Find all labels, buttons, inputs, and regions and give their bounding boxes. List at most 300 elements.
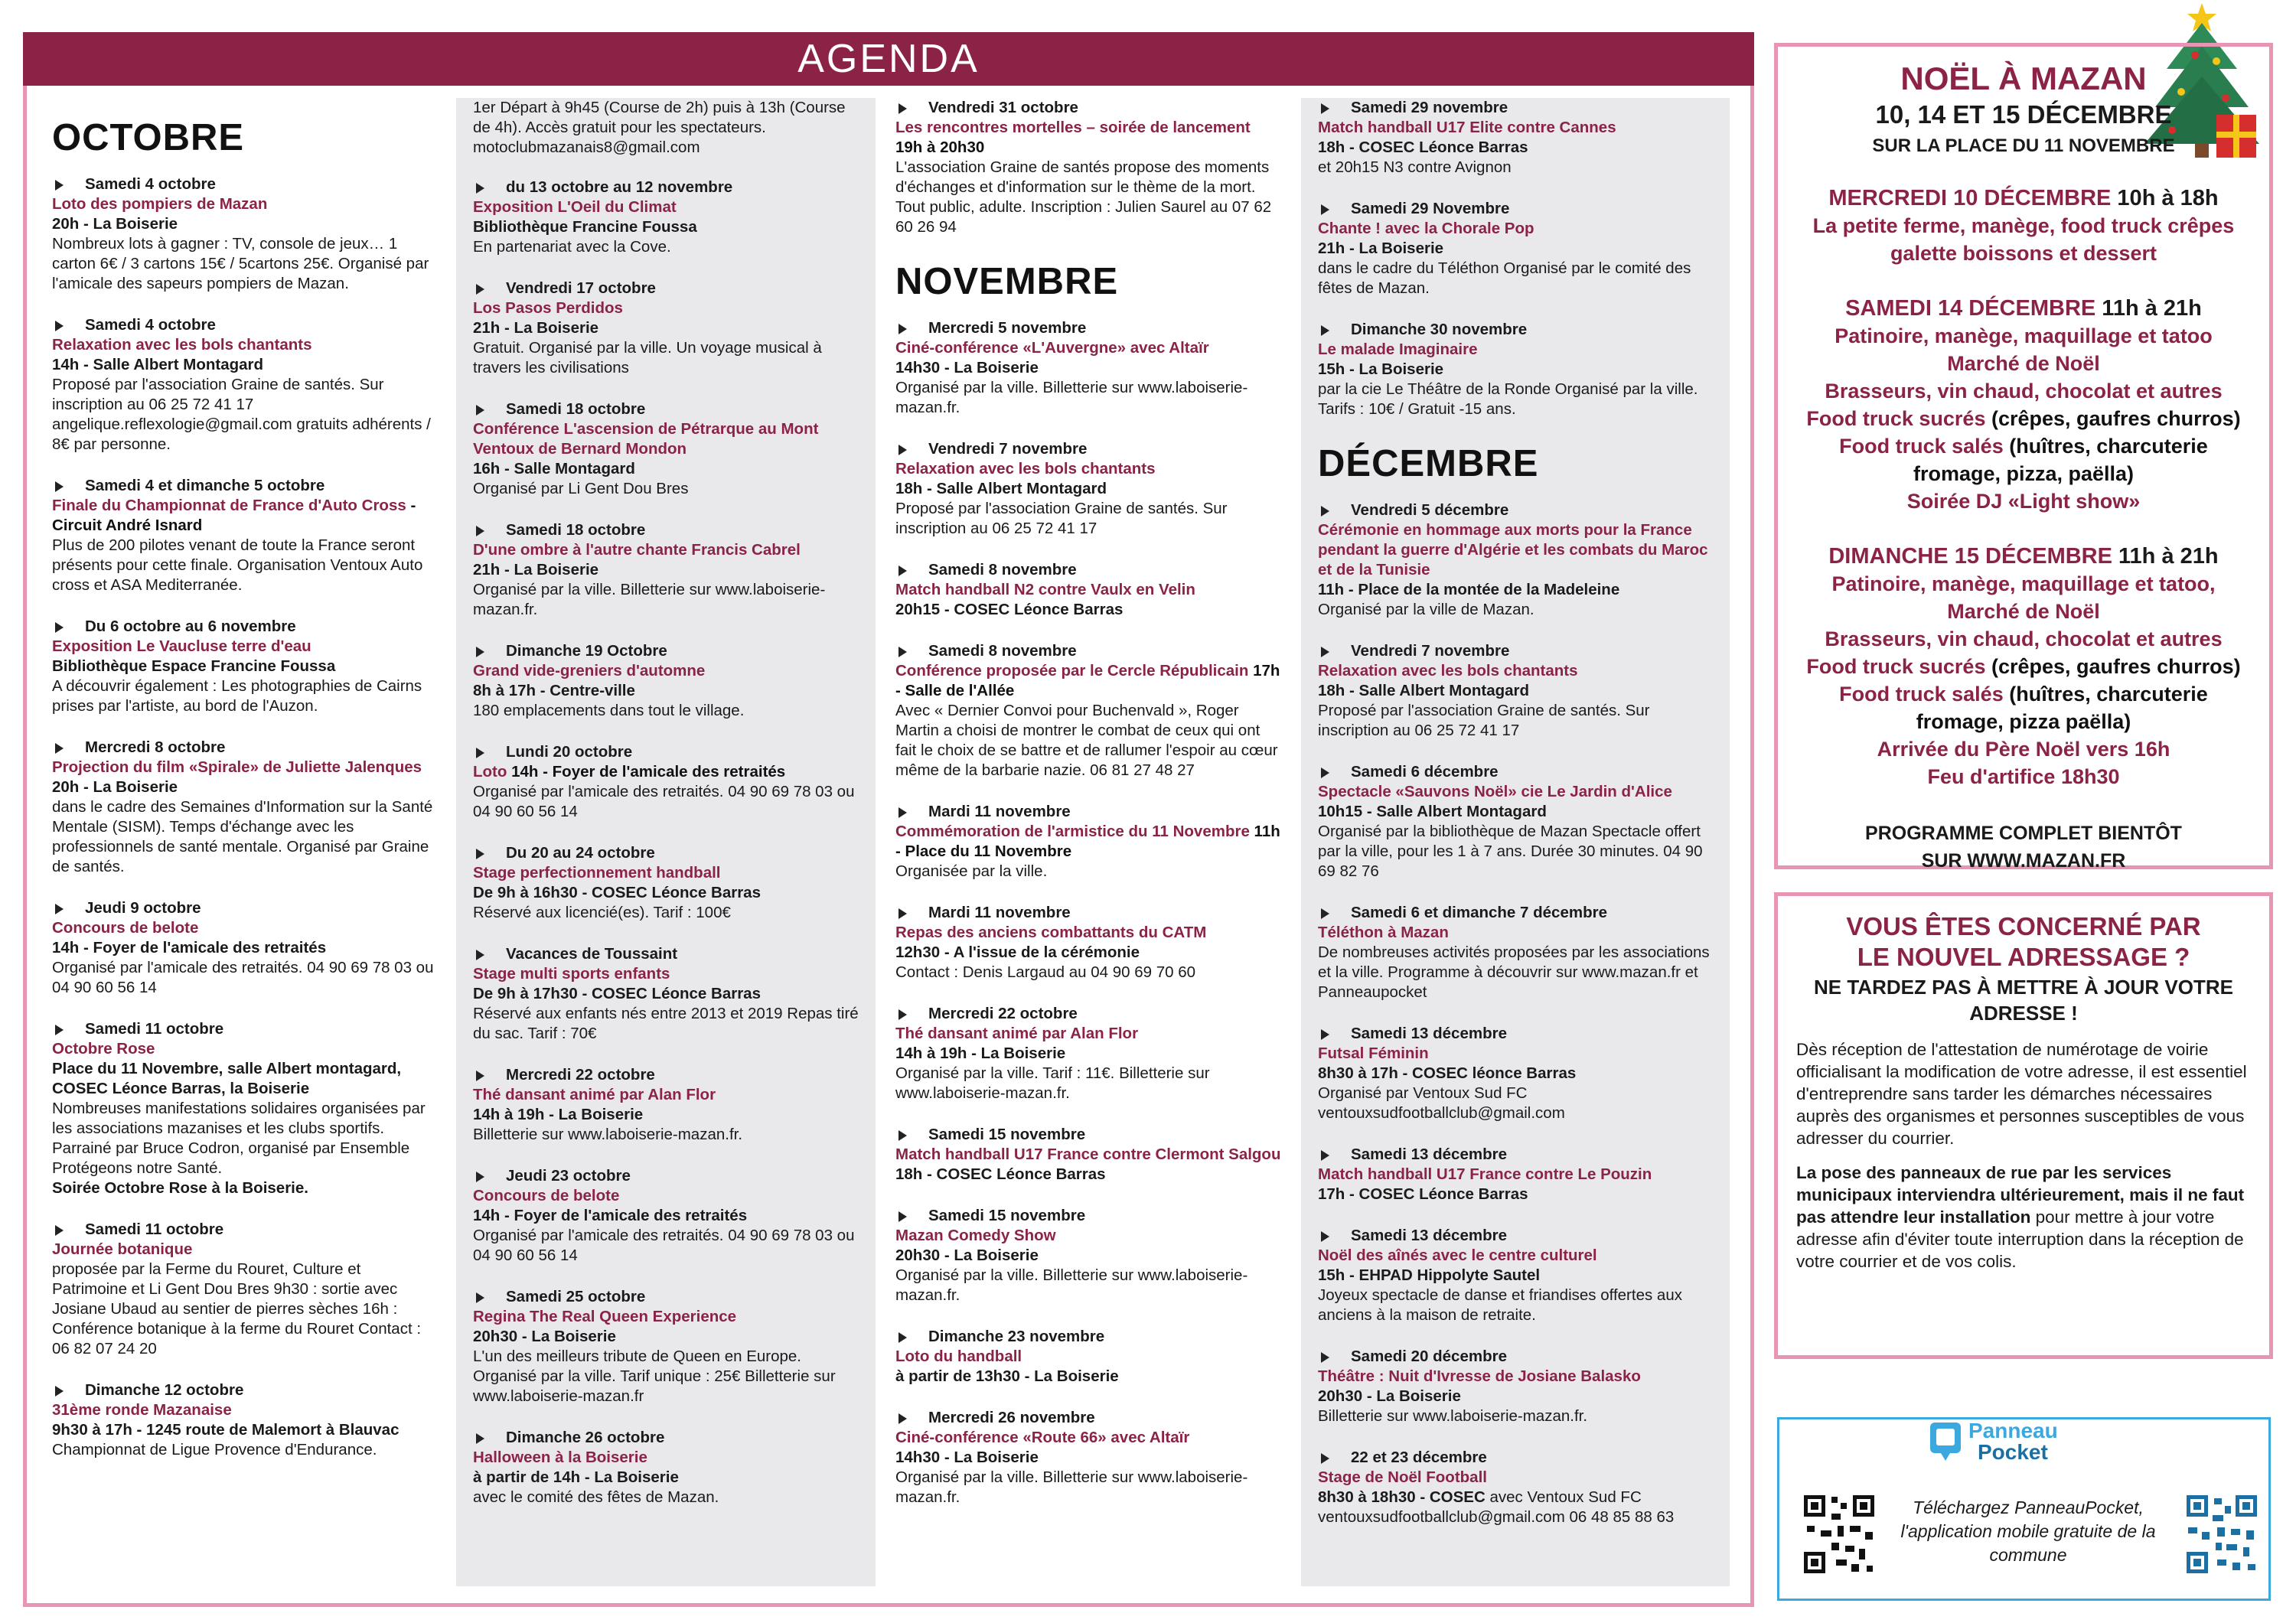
event-title-text: Conférence L'ascension de Pétrarque au Mont Ventoux de Bernard Mondon xyxy=(473,420,819,458)
noel-activity: galette boissons et dessert xyxy=(1890,242,2157,265)
noel-activity: Marché de Noël xyxy=(1947,352,2100,375)
event-item xyxy=(1318,1024,1713,1123)
adressage-subtitle-line: NE TARDEZ PAS À METTRE À JOUR VOTRE xyxy=(1814,976,2233,999)
event-location-text: 18h - COSEC Léonce Barras xyxy=(895,1165,1106,1183)
event-description: Gratuit. Organisé par la ville. Un voyage musical à travers les civilisations xyxy=(473,339,822,376)
event-title xyxy=(895,661,1281,701)
event-location-text: 21h - La Boiserie xyxy=(473,319,599,337)
event-title xyxy=(895,459,1281,479)
event-date-text: Vendredi 7 novembre xyxy=(928,440,1088,458)
bullet-triangle-icon xyxy=(476,526,484,536)
bullet-triangle-icon xyxy=(1321,1231,1329,1242)
event-location-text: 15h - EHPAD Hippolyte Sautel xyxy=(1318,1266,1541,1284)
event-description: Nombreux lots à gagner : TV, console de jeux… 1 carton 6€ / 3 cartons 15€ / 5cartons 25€. Organisé par l'amicale des sapeurs pompiers de Mazan. xyxy=(52,235,429,292)
event-location-text: à partir de 14h - La Boiserie xyxy=(473,1468,679,1486)
event-title-text: Loto des pompiers de Mazan xyxy=(52,195,268,213)
event-item xyxy=(895,1206,1281,1305)
bullet-triangle-icon xyxy=(1321,1453,1329,1464)
bullet-triangle-icon xyxy=(1321,1029,1329,1040)
event-date-text: Samedi 4 octobre xyxy=(85,175,216,193)
event-location-text: 20h30 - La Boiserie xyxy=(1318,1387,1461,1405)
event-date xyxy=(895,318,1281,338)
bullet-triangle-icon xyxy=(899,1332,907,1343)
noel-food-line xyxy=(1778,653,2269,680)
event-title-text: Théâtre : Nuit d'Ivresse de Josiane Balasko xyxy=(1318,1367,1641,1385)
event-location xyxy=(895,1367,1281,1387)
noel-box xyxy=(1774,43,2273,872)
event-description: ventouxsudfootballclub@gmail.com 06 48 85 88 63 xyxy=(1318,1508,1675,1526)
event-date-text: Mercredi 26 novembre xyxy=(928,1409,1095,1426)
event-date xyxy=(895,98,1281,118)
event-title xyxy=(895,1024,1281,1044)
event-description: Organisé par la ville. Tarif : 11€. Billetterie sur www.laboiserie-mazan.fr. xyxy=(895,1064,1210,1102)
event-location xyxy=(895,600,1281,620)
event-description: De nombreuses activités proposées par les associations et la ville. Programme à découvrir sur www.mazan.fr et Panneaupocket xyxy=(1318,943,1710,1001)
event-location xyxy=(473,560,859,580)
bullet-triangle-icon xyxy=(1321,908,1329,919)
bullet-triangle-icon xyxy=(899,807,907,818)
event-title-text: Thé dansant animé par Alan Flor xyxy=(473,1086,716,1103)
event-location-text: 12h30 - A l'issue de la cérémonie xyxy=(895,943,1140,961)
event-title-text: Le malade Imaginaire xyxy=(1318,341,1478,358)
noel-activity: Brasseurs, vin chaud, chocolat et autres xyxy=(1825,380,2223,402)
event-location xyxy=(895,1165,1281,1185)
event-date xyxy=(895,1408,1281,1428)
event-location xyxy=(52,214,439,234)
event-description: Organisé par l'amicale des retraités. 04 90 69 78 03 ou 04 90 60 56 14 xyxy=(473,1227,855,1264)
event-date-text: Du 20 au 24 octobre xyxy=(506,844,655,862)
event-location xyxy=(473,1468,859,1488)
event-title xyxy=(895,1347,1281,1367)
event-title xyxy=(52,637,439,657)
noel-food-line xyxy=(1778,432,2269,460)
event-item xyxy=(473,641,859,721)
event-description: Organisée par la ville. xyxy=(895,862,1048,880)
event-location xyxy=(1318,360,1713,380)
event-location-text: 20h30 - La Boiserie xyxy=(473,1328,616,1345)
event-description: Proposé par l'association Graine de santés. Sur inscription au 06 25 72 41 17 xyxy=(895,500,1228,537)
event-title xyxy=(473,298,859,318)
event-item xyxy=(473,1287,859,1406)
event-title-text: Cérémonie en hommage aux morts pour la France pendant la guerre d'Algérie et les combats du Maroc et de la Tunisie xyxy=(1318,521,1708,578)
event-location xyxy=(473,459,859,479)
event-title-text: Exposition L'Oeil du Climat xyxy=(473,198,677,216)
event-title-text: Match handball U17 France contre Le Pouzin xyxy=(1318,1165,1652,1183)
event-title-text: Téléthon à Mazan xyxy=(1318,924,1449,941)
event-date-text: Dimanche 12 octobre xyxy=(85,1381,244,1399)
event-location xyxy=(1318,1387,1713,1406)
event-title xyxy=(473,661,859,681)
event-location xyxy=(895,1246,1281,1266)
adressage-bold-text: La pose des panneaux de rue par les services municipaux interviendra ultérieurement, mais il ne faut pas attendre leur installation xyxy=(1796,1163,2245,1227)
event-date xyxy=(1318,199,1713,219)
event-location xyxy=(473,217,859,237)
event-title xyxy=(52,194,439,214)
event-title xyxy=(895,580,1281,600)
column-decembre xyxy=(1301,98,1730,1586)
bullet-triangle-icon xyxy=(476,405,484,416)
event-title-text: Octobre Rose xyxy=(52,1040,155,1058)
event-description: L'un des meilleurs tribute de Queen en Europe. Organisé par la ville. Tarif unique : 25€ Billetterie sur www.laboiserie-mazan.fr xyxy=(473,1348,836,1405)
event-location xyxy=(473,1206,859,1226)
event-date xyxy=(895,1327,1281,1347)
event-title xyxy=(895,118,1281,158)
bullet-triangle-icon xyxy=(55,180,64,191)
event-date-text: Samedi 29 novembre xyxy=(1351,99,1508,116)
event-item xyxy=(52,617,439,716)
event-date xyxy=(895,1004,1281,1024)
event-title-text: Chante ! avec la Chorale Pop xyxy=(1318,220,1534,237)
event-date xyxy=(473,1428,859,1448)
event-date xyxy=(895,903,1281,923)
event-location xyxy=(473,681,859,701)
event-date xyxy=(473,843,859,863)
event-date xyxy=(473,742,859,762)
bullet-triangle-icon xyxy=(476,1433,484,1444)
event-title-text: Stage multi sports enfants xyxy=(473,965,670,983)
noel-highlight: Feu d'artifice 18h30 xyxy=(1927,765,2120,788)
event-title-inline: 11h - Place du 11 Novembre xyxy=(895,823,1280,860)
event-date xyxy=(1318,500,1713,520)
event-date-text: Dimanche 19 Octobre xyxy=(506,642,667,660)
event-title-text: Concours de belote xyxy=(52,919,199,937)
event-title xyxy=(895,338,1281,358)
event-title xyxy=(895,1226,1281,1246)
bullet-triangle-icon xyxy=(55,904,64,914)
event-description: Organisé par la ville. Billetterie sur www.laboiserie-mazan.fr. xyxy=(895,1266,1248,1304)
adressage-subtitle-line: ADRESSE ! xyxy=(1969,1002,2078,1025)
event-date xyxy=(1318,98,1713,118)
event-location xyxy=(1318,239,1713,259)
event-title xyxy=(52,1400,439,1420)
event-title xyxy=(895,822,1281,862)
event-item xyxy=(473,1065,859,1145)
qr-code-icon[interactable] xyxy=(2183,1492,2260,1576)
event-description: Proposé par l'association Graine de santés. Sur inscription au 06 25 72 41 17 xyxy=(1318,702,1650,739)
event-title-text: Exposition Le Vaucluse terre d'eau xyxy=(52,637,311,655)
event-title xyxy=(1318,1165,1713,1185)
adressage-title xyxy=(1778,911,2269,973)
event-date-text: Samedi 18 octobre xyxy=(506,400,646,418)
event-date xyxy=(1318,1226,1713,1246)
event-date-text: du 13 octobre au 12 novembre xyxy=(506,178,733,196)
bullet-triangle-icon xyxy=(1321,647,1329,657)
event-title-text: Commémoration de l'armistice du 11 Novembre xyxy=(895,823,1250,840)
bullet-triangle-icon xyxy=(476,849,484,859)
event-title-inline: - Circuit André Isnard xyxy=(52,497,416,534)
event-location-text: Bibliothèque Francine Foussa xyxy=(473,218,697,236)
event-date xyxy=(1318,320,1713,340)
bullet-triangle-icon xyxy=(55,1386,64,1396)
event-location-text: 20h15 - COSEC Léonce Barras xyxy=(895,601,1124,618)
event-title-text: Stage de Noël Football xyxy=(1318,1468,1487,1486)
event-date-text: Samedi 13 décembre xyxy=(1351,1025,1507,1042)
event-item xyxy=(52,1220,439,1359)
event-title xyxy=(473,540,859,560)
event-date-text: Samedi 25 octobre xyxy=(506,1288,646,1305)
event-date-text: Samedi 13 décembre xyxy=(1351,1227,1507,1244)
event-title xyxy=(1318,340,1713,360)
noel-food-detail: (huîtres, charcuterie xyxy=(2003,683,2208,706)
event-item xyxy=(52,898,439,998)
noel-highlight: Soirée DJ «Light show» xyxy=(1906,490,2141,513)
event-title-inline: 14h - Foyer de l'amicale des retraités xyxy=(507,763,786,781)
panneaupocket-logo[interactable] xyxy=(1927,1412,2111,1465)
bullet-triangle-icon xyxy=(55,1225,64,1236)
noel-activity: Marché de Noël xyxy=(1947,600,2100,623)
bullet-triangle-icon xyxy=(55,743,64,754)
event-date-text: Samedi 6 décembre xyxy=(1351,763,1499,781)
noel-food-detail-tail: fromage, pizza, paëlla) xyxy=(1913,462,2135,485)
event-item xyxy=(895,98,1281,237)
bullet-triangle-icon xyxy=(476,1172,484,1182)
event-date-text: Dimanche 30 novembre xyxy=(1351,321,1528,338)
event-date-text: Samedi 29 Novembre xyxy=(1351,200,1510,217)
event-location-text: 14h à 19h - La Boiserie xyxy=(473,1106,644,1123)
event-description: A découvrir également : Les photographies de Cairns prises par l'artiste, au bord de l'Auzon. xyxy=(52,677,422,715)
event-extra: Soirée Octobre Rose à la Boiserie. xyxy=(52,1179,308,1197)
event-item xyxy=(1318,1145,1713,1204)
event-location-text: 18h - Salle Albert Montagard xyxy=(1318,682,1530,699)
event-title xyxy=(1318,1246,1713,1266)
event-location-text: 20h - La Boiserie xyxy=(52,778,178,796)
noel-food-label: Food truck sucrés xyxy=(1806,407,1986,430)
event-location xyxy=(1318,1488,1713,1507)
event-description: Joyeux spectacle de danse et friandises offertes aux anciens à la maison de retraite. xyxy=(1318,1286,1682,1324)
event-title xyxy=(473,964,859,984)
event-item xyxy=(895,560,1281,620)
event-item xyxy=(52,738,439,877)
noel-program xyxy=(1778,820,2269,875)
event-location-text: 11h - Place de la montée de la Madeleine xyxy=(1318,581,1620,598)
event-location xyxy=(52,657,439,676)
bullet-triangle-icon xyxy=(476,748,484,758)
bullet-triangle-icon xyxy=(899,103,907,114)
noel-program-line: PROGRAMME COMPLET BIENTÔT xyxy=(1865,823,2182,844)
bullet-triangle-icon xyxy=(55,321,64,331)
event-title xyxy=(473,863,859,883)
event-date-text: Mardi 11 novembre xyxy=(928,904,1071,921)
noel-day-name: SAMEDI 14 DÉCEMBRE xyxy=(1845,296,2096,321)
event-title-inline: 19h à 20h30 xyxy=(895,139,985,156)
event-location xyxy=(1318,1064,1713,1084)
bullet-triangle-icon xyxy=(899,1413,907,1424)
event-location-text: 14h - Salle Albert Montagard xyxy=(52,356,264,373)
event-date-text: Mercredi 5 novembre xyxy=(928,319,1087,337)
event-title-text: Match handball N2 contre Vaulx en Velin xyxy=(895,581,1195,598)
event-title xyxy=(52,918,439,938)
month-heading: OCTOBRE xyxy=(52,117,245,158)
event-date-text: Samedi 4 et dimanche 5 octobre xyxy=(85,477,325,494)
adressage-title-line: VOUS ÊTES CONCERNÉ PAR xyxy=(1846,912,2201,940)
event-title-text: Relaxation avec les bols chantants xyxy=(895,460,1156,477)
adressage-paragraph: Dès réception de l'attestation de numérotage de voirie officialisant la modification de votre adresse, il est essentiel d'entreprendre sans tarder les démarches nécessaires auprès des organismes et personnes susceptibles de vous adresser du courrier. xyxy=(1796,1040,2247,1148)
event-title-text: Ciné-conférence «Route 66» avec Altaïr xyxy=(895,1429,1190,1446)
event-location-text: 18h - COSEC Léonce Barras xyxy=(1318,139,1528,156)
month-heading: NOVEMBRE xyxy=(895,261,1119,302)
noel-day-heading xyxy=(1778,295,2269,322)
column-novembre xyxy=(879,98,1298,1586)
event-date xyxy=(1318,1347,1713,1367)
event-location-text: Place du 11 Novembre, salle Albert montagard, COSEC Léonce Barras, la Boiserie xyxy=(52,1060,402,1097)
event-title xyxy=(1318,118,1713,138)
event-location-text: 8h à 17h - Centre-ville xyxy=(473,682,635,699)
adressage-subtitle xyxy=(1778,974,2269,1026)
noel-day-name: DIMANCHE 15 DÉCEMBRE xyxy=(1828,544,2112,569)
event-location-text: 14h - Foyer de l'amicale des retraités xyxy=(52,939,327,957)
month-heading: DÉCEMBRE xyxy=(1318,443,1539,484)
event-title xyxy=(1318,923,1713,943)
event-title-inline: 17h - Salle de l'Allée xyxy=(895,662,1280,699)
event-date xyxy=(52,1380,439,1400)
event-date-text: Vendredi 7 novembre xyxy=(1351,642,1510,660)
event-location-text: 14h30 - La Boiserie xyxy=(895,359,1039,376)
event-date-text: Samedi 11 octobre xyxy=(85,1020,224,1038)
event-location-text: 8h30 à 18h30 - COSEC xyxy=(1318,1488,1486,1506)
event-date-text: Jeudi 9 octobre xyxy=(85,899,201,917)
event-item xyxy=(1318,199,1713,298)
event-date-text: Samedi 15 novembre xyxy=(928,1126,1086,1143)
event-date-text: Samedi 8 novembre xyxy=(928,642,1077,660)
event-date-text: Mercredi 22 octobre xyxy=(506,1066,655,1084)
event-title-text: Les rencontres mortelles – soirée de lancement xyxy=(895,119,1251,136)
event-item xyxy=(895,641,1281,781)
event-date xyxy=(52,476,439,496)
event-date xyxy=(895,1206,1281,1226)
event-item xyxy=(1318,320,1713,419)
event-title-text: Stage perfectionnement handball xyxy=(473,864,721,882)
event-description: proposée par la Ferme du Rouret, Culture et Patrimoine et Li Gent Dou Bres 9h30 : sortie avec Josiane Ubaud au sentier de pierres sèches 16h : Conférence botanique à la ferme du Rouret Contact : 06 82 07 24 20 xyxy=(52,1260,422,1357)
event-item xyxy=(473,178,859,257)
event-location-text: 14h à 19h - La Boiserie xyxy=(895,1045,1066,1062)
event-title-text: Thé dansant animé par Alan Flor xyxy=(895,1025,1139,1042)
event-date xyxy=(473,641,859,661)
event-description: Organisé par la ville. Billetterie sur www.laboiserie-mazan.fr. xyxy=(895,1468,1248,1506)
event-date xyxy=(473,279,859,298)
event-description: Championnat de Ligue Provence d'Endurance. xyxy=(52,1441,377,1458)
event-date-text: Dimanche 26 octobre xyxy=(506,1429,665,1446)
event-description: dans le cadre des Semaines d'Information sur la Santé Mentale (SISM). Temps d'échange avec les professionnels de santé mentale. Organisé par Graine de santés. xyxy=(52,798,433,875)
event-title xyxy=(1318,520,1713,580)
event-title-text: D'une ombre à l'autre chante Francis Cabrel xyxy=(473,541,801,559)
event-location xyxy=(52,777,439,797)
event-item xyxy=(473,742,859,822)
noel-food-line xyxy=(1778,680,2269,708)
noel-program-link[interactable]: SUR WWW.MAZAN.FR xyxy=(1921,850,2126,872)
noel-dates: 10, 14 ET 15 DÉCEMBRE xyxy=(1875,100,2172,129)
bullet-triangle-icon xyxy=(476,183,484,194)
event-date xyxy=(895,641,1281,661)
event-location-tail: avec Ventoux Sud FC xyxy=(1485,1488,1642,1506)
event-location xyxy=(1318,580,1713,600)
event-date xyxy=(473,399,859,419)
adressage-paragraph-2 xyxy=(1796,1162,2251,1273)
event-date-text: Samedi 6 et dimanche 7 décembre xyxy=(1351,904,1607,921)
event-location xyxy=(895,1448,1281,1468)
event-date-text: Samedi 18 octobre xyxy=(506,521,646,539)
event-title xyxy=(473,419,859,459)
event-location xyxy=(895,943,1281,963)
event-location-text: Bibliothèque Espace Francine Foussa xyxy=(52,657,336,675)
event-title-text: Spectacle «Sauvons Noël» cie Le Jardin d'Alice xyxy=(1318,783,1672,800)
event-title xyxy=(1318,1044,1713,1064)
event-description: Organisé par la ville de Mazan. xyxy=(1318,601,1534,618)
noel-food-label: Food truck sucrés xyxy=(1806,655,1986,678)
event-date xyxy=(52,174,439,194)
noel-highlight: Arrivée du Père Noël vers 16h xyxy=(1877,738,2170,761)
event-description: En partenariat avec la Cove. xyxy=(473,238,671,256)
event-title xyxy=(1318,1367,1713,1387)
noel-day-hours: 10h à 18h xyxy=(2111,186,2219,210)
adressage-rest-text: pour mettre à jour votre adresse afin d'éviter toute interruption dans la réception de votre courrier et de vos colis. xyxy=(1796,1207,2244,1271)
event-date xyxy=(473,178,859,197)
event-item xyxy=(895,1408,1281,1507)
event-location-text: De 9h à 16h30 - COSEC Léonce Barras xyxy=(473,884,761,901)
event-item xyxy=(1318,641,1713,741)
event-location xyxy=(1318,1266,1713,1286)
event-title-text: Noël des aînés avec le centre culturel xyxy=(1318,1247,1597,1264)
noel-day-name: MERCREDI 10 DÉCEMBRE xyxy=(1828,186,2112,210)
noel-food-detail: (crêpes, gaufres churros) xyxy=(1985,407,2241,430)
event-date-text: Vendredi 31 octobre xyxy=(928,99,1078,116)
event-item xyxy=(895,318,1281,418)
event-title xyxy=(473,197,859,217)
event-date xyxy=(1318,1145,1713,1165)
event-description: Billetterie sur www.laboiserie-mazan.fr. xyxy=(1318,1407,1588,1425)
event-description: Organisé par la ville. Billetterie sur www.laboiserie-mazan.fr. xyxy=(895,379,1248,416)
event-location-text: 9h30 à 17h - 1245 route de Malemort à Blauvac xyxy=(52,1421,400,1439)
event-location-text: 21h - La Boiserie xyxy=(473,561,599,578)
event-location-text: 21h - La Boiserie xyxy=(1318,240,1444,257)
event-item xyxy=(895,1125,1281,1185)
event-date xyxy=(52,738,439,758)
event-title-text: Finale du Championnat de France d'Auto Cross xyxy=(52,497,406,514)
event-title xyxy=(1318,782,1713,802)
event-location xyxy=(473,318,859,338)
event-item xyxy=(1318,1448,1713,1527)
event-description: Contact : Denis Largaud au 04 90 69 70 60 xyxy=(895,963,1196,981)
event-date xyxy=(473,944,859,964)
event-title xyxy=(895,1428,1281,1448)
bullet-triangle-icon xyxy=(55,1025,64,1035)
event-date-text: Du 6 octobre au 6 novembre xyxy=(85,618,296,635)
event-description: Réservé aux licencié(es). Tarif : 100€ xyxy=(473,904,731,921)
event-date-text: Vacances de Toussaint xyxy=(506,945,678,963)
event-description: Plus de 200 pilotes venant de toute la France seront présents pour cette finale. Organisation Ventoux Auto cross et ASA Mediterranée. xyxy=(52,536,423,594)
event-description: Proposé par l'association Graine de santés. Sur inscription au 06 25 72 41 17 angelique.reflexologie@gmail.com gratuits adhérents / 8€ par personne. xyxy=(52,376,431,453)
event-item xyxy=(1318,903,1713,1002)
noel-activity: La petite ferme, manège, food truck crêpes xyxy=(1812,214,2235,237)
event-location xyxy=(473,984,859,1004)
event-title xyxy=(1318,1468,1713,1488)
bullet-triangle-icon xyxy=(1321,506,1329,517)
noel-day-hours: 11h à 21h xyxy=(2112,544,2219,569)
event-title xyxy=(1318,219,1713,239)
bullet-triangle-icon xyxy=(55,481,64,492)
qr-code-icon[interactable] xyxy=(1801,1492,1877,1576)
event-description: Organisé par l'amicale des retraités. 04 90 69 78 03 ou 04 90 60 56 14 xyxy=(52,959,434,996)
event-date-text: Mercredi 8 octobre xyxy=(85,738,226,756)
event-title xyxy=(473,1448,859,1468)
bullet-triangle-icon xyxy=(55,622,64,633)
event-date xyxy=(895,560,1281,580)
event-title xyxy=(473,1085,859,1105)
event-title xyxy=(895,1145,1281,1165)
event-description: Organisé par la bibliothèque de Mazan Spectacle offert par la ville, pour les 1 à 7 ans. Durée 30 minutes. 04 90 69 82 76 xyxy=(1318,823,1703,880)
event-item xyxy=(1318,98,1713,178)
noel-activity: Patinoire, manège, maquillage et tatoo, xyxy=(1831,572,2216,595)
event-date-text: Vendredi 17 octobre xyxy=(506,279,656,297)
